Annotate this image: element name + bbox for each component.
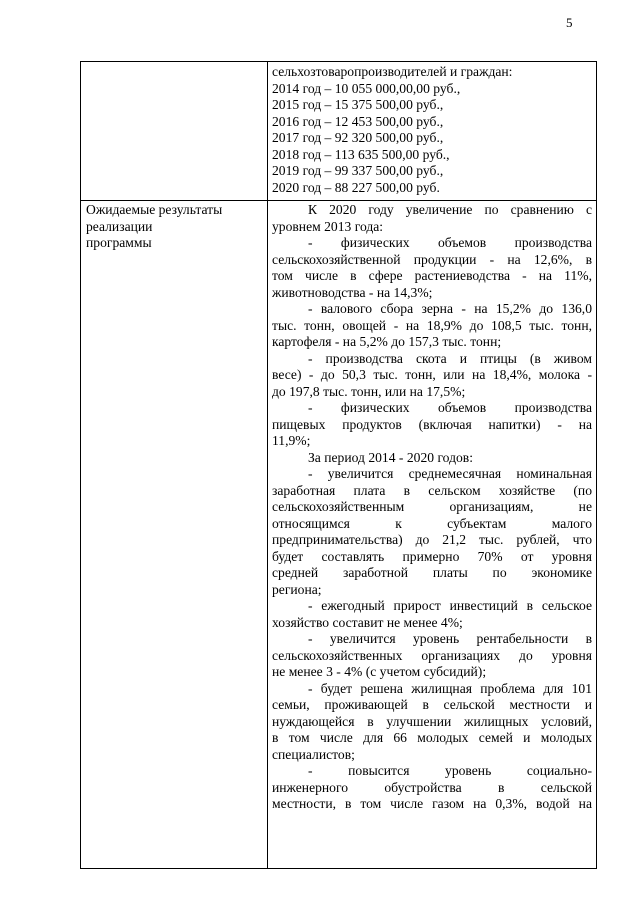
results-line: За период 2014 - 2020 годов: — [308, 449, 473, 465]
results-label-line: Ожидаемые результаты — [86, 202, 223, 217]
funding-line: сельхозтоваропроизводителей и граждан: — [272, 64, 513, 79]
funding-line: 2015 год – 15 375 500,00 руб., — [272, 97, 444, 112]
results-label-line: программы — [86, 235, 152, 250]
results-line: - увеличится среднемесячная номинальная — [308, 466, 592, 481]
funding-line: 2018 год – 113 635 500,00 руб., — [272, 146, 450, 162]
results-line: сельскохозяйственных организациях до уровня — [272, 647, 592, 663]
results-line: региона; — [272, 581, 322, 597]
row-divider — [81, 200, 596, 201]
funding-line: 2020 год – 88 227 500,00 руб. — [272, 179, 440, 195]
results-line: - увеличится уровень рентабельности в — [308, 631, 592, 646]
results-line: уровнем 2013 года: — [272, 218, 384, 234]
funding-line: 2019 год – 99 337 500,00 руб., — [272, 163, 444, 178]
funding-line: 2014 год – 10 055 000,00,00 руб., — [272, 80, 461, 96]
results-line: сельскохозяйственной продукции - на 12,6%, в — [272, 251, 592, 267]
funding-cell — [272, 64, 592, 196]
results-line: - валового сбора зерна - на 15,2% до 136,0 — [308, 301, 592, 316]
results-line: - будет решена жилищная проблема для 101 — [308, 680, 592, 696]
results-line: специалистов; — [272, 746, 355, 762]
results-line: не менее 3 - 4% (с учетом субсидий); — [272, 664, 487, 679]
results-line: относящимся к субъектам малого — [272, 515, 592, 531]
results-text-cell — [272, 202, 592, 813]
results-line: - повысится уровень социально- — [308, 763, 592, 778]
results-line: предпринимательства) до 21,2 тыс. рублей, что — [272, 532, 592, 547]
results-label-line: реализации — [86, 218, 153, 234]
results-line: - ежегодный прирост инвестиций в сельское — [308, 598, 592, 613]
results-line: пищевых продуктов (включая напитки) - на — [272, 416, 592, 432]
results-line: в том числе для 66 молодых семей и молодых — [272, 730, 592, 745]
results-line: сельскохозяйственным организациям, не — [272, 499, 592, 514]
results-line: - физических объемов производства — [308, 235, 592, 250]
results-line: К 2020 году увеличение по сравнению с — [308, 202, 592, 217]
results-line: картофеля - на 5,2% до 157,3 тыс. тонн; — [272, 334, 502, 349]
results-line: будет составлять примерно 70% от уровня — [272, 548, 592, 564]
results-line: инженерного обустройства в сельской — [272, 779, 592, 795]
funding-line: 2016 год – 12 453 500,00 руб., — [272, 113, 444, 129]
results-line: - производства скота и птицы (в живом — [308, 350, 592, 366]
results-line: семьи, проживающей в сельской местности и — [272, 697, 592, 712]
program-passport-table — [80, 61, 597, 869]
results-line: тыс. тонн, овощей - на 18,9% до 108,5 тыс. тонн, — [272, 317, 592, 333]
results-line: 11,9%; — [272, 433, 311, 448]
results-line: - физических объемов производства — [308, 400, 592, 415]
results-line: местности, в том числе газом на 0,3%, водой на — [272, 796, 592, 811]
results-line: нуждающейся в улучшении жилищных условий, — [272, 713, 592, 729]
column-divider — [267, 62, 268, 868]
results-line: весе) - до 50,3 тыс. тонн, или на 18,4%, молока - — [272, 367, 592, 382]
results-line: том числе в сфере растениеводства - на 11%, — [272, 268, 592, 283]
results-label-cell — [86, 202, 264, 252]
results-line: животноводства - на 14,3%; — [272, 284, 433, 300]
page-number: 5 — [566, 15, 573, 30]
funding-line: 2017 год – 92 320 500,00 руб., — [272, 130, 444, 145]
results-line: заработная плата в сельском хозяйстве (по — [272, 482, 592, 498]
results-line: хозяйство составит не менее 4%; — [272, 614, 463, 630]
results-line: до 197,8 тыс. тонн, или на 17,5%; — [272, 383, 466, 399]
results-line: средней заработной платы по экономике — [272, 565, 592, 580]
